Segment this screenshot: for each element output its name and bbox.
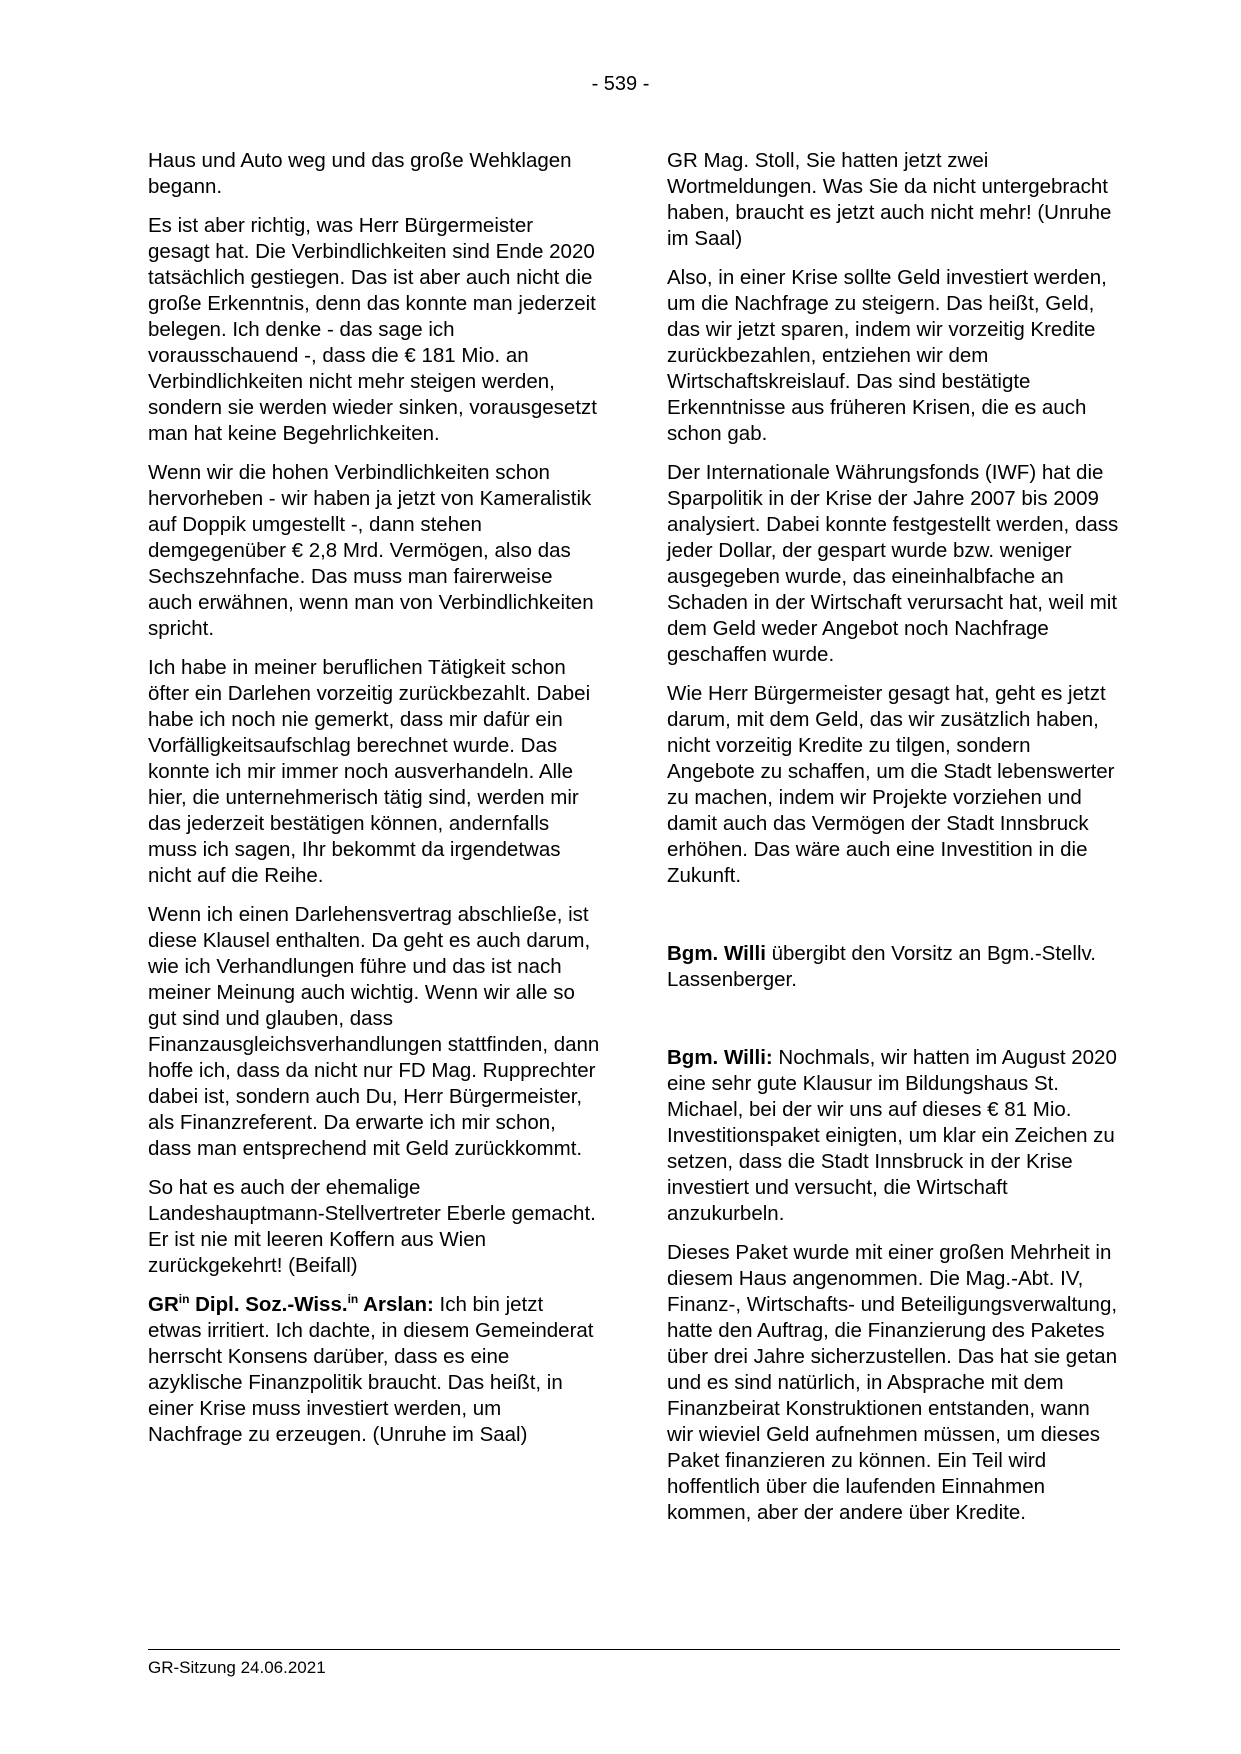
- speech-text: Ich bin jetzt etwas irritiert. Ich dachte, in diesem Gemeinderat herrscht Konsens darüber, dass es eine azyklische Finanzpolitik braucht. Das heißt, in einer Krise muss investiert werden, um Nachfrage zu erzeugen. (Unruhe im Saal): [148, 1293, 594, 1446]
- paragraph: Wie Herr Bürgermeister gesagt hat, geht es jetzt darum, mit dem Geld, das wir zusätzlich haben, nicht vorzeitig Kredite zu tilgen, sondern Angebote zu schaffen, um die Stadt lebenswerter zu machen, indem wir Projekte vorziehen und damit auch das Vermögen der Stadt Innsbruck erhöhen. Das wäre auch eine Investition in die Zukunft.: [667, 682, 1115, 887]
- footer-session-date: GR-Sitzung 24.06.2021: [148, 1658, 326, 1677]
- footer-divider: [148, 1649, 1120, 1650]
- paragraph-chair-handover: [667, 941, 1119, 993]
- speaker-name: Bgm. Willi: [667, 942, 766, 965]
- left-column: [148, 148, 600, 1461]
- paragraph: Es ist aber richtig, was Herr Bürgermeister gesagt hat. Die Verbindlichkeiten sind Ende 2020 tatsächlich gestiegen. Das ist aber auch nicht die große Erkenntnis, denn das konnte man jederzeit belegen. Ich denke - das sage ich vorausschauend -, dass die € 181 Mio. an Verbindlichkeiten nicht mehr steigen werden, sondern sie werden wieder sinken, vorausgesetzt man hat keine Begehrlichkeiten.: [148, 214, 597, 445]
- speech-text: übergibt den Vorsitz an Bgm.-Stellv. Lassenberger.: [667, 942, 1096, 991]
- paragraph: Der Internationale Währungsfonds (IWF) hat die Sparpolitik in der Krise der Jahre 2007 bis 2009 analysiert. Dabei konnte festgestellt werden, dass jeder Dollar, der gespart wurde bzw. weniger ausgegeben wurde, das eineinhalbfache an Schaden in der Wirtschaft verursacht hat, weil mit dem Geld weder Angebot noch Nachfrage geschaffen wurde.: [667, 461, 1119, 666]
- paragraph: Ich habe in meiner beruflichen Tätigkeit schon öfter ein Darlehen vorzeitig zurückbezahlt. Dabei habe ich noch nie gemerkt, dass mir dafür ein Vorfälligkeitsaufschlag berechnet wurde. Das konnte ich mir immer noch ausverhandeln. Alle hier, die unternehmerisch tätig sind, werden mir das jederzeit bestätigen können, andernfalls muss ich sagen, Ihr bekommt da irgendetwas nicht auf die Reihe.: [148, 656, 591, 887]
- paragraph-speaker-willi: [667, 1045, 1119, 1227]
- paragraph: GR Mag. Stoll, Sie hatten jetzt zwei Wortmeldungen. Was Sie da nicht untergebracht haben, braucht es jetzt auch nicht mehr! (Unruhe im Saal): [667, 149, 1112, 250]
- paragraph: Haus und Auto weg und das große Wehklagen begann.: [148, 149, 572, 198]
- speech-text: Nochmals, wir hatten im August 2020 eine sehr gute Klausur im Bildungshaus St. Michael, bei der wir uns auf dieses € 81 Mio. Investitionspaket einigten, um klar ein Zeichen zu setzen, dass die Stadt Innsbruck in der Krise investiert und versucht, die Wirtschaft anzukurbeln.: [667, 1046, 1117, 1225]
- paragraph: Wenn ich einen Darlehensvertrag abschließe, ist diese Klausel enthalten. Da geht es auch darum, wie ich Verhandlungen führe und das ist nach meiner Meinung auch wichtig. Wenn wir alle so gut sind und glauben, dass Finanzausgleichsverhandlungen stattfinden, dann hoffe ich, dass da nicht nur FD Mag. Rupprechter dabei ist, sondern auch Du, Herr Bürgermeister, als Finanzreferent. Da erwarte ich mir schon, dass man entsprechend mit Geld zurückkommt.: [148, 903, 600, 1160]
- speaker-name: Bgm. Willi:: [667, 1046, 773, 1069]
- paragraph: Wenn wir die hohen Verbindlichkeiten schon hervorheben - wir haben ja jetzt von Kameralistik auf Doppik umgestellt -, dann stehen demgegenüber € 2,8 Mrd. Vermögen, also das Sechszehnfache. Das muss man fairerweise auch erwähnen, wenn man von Verbindlichkeiten spricht.: [148, 461, 594, 640]
- paragraph: Dieses Paket wurde mit einer großen Mehrheit in diesem Haus angenommen. Die Mag.-Abt. IV, Finanz-, Wirtschafts- und Beteiligungsverwaltung, hatte den Auftrag, die Finanzierung des Paketes über drei Jahre sicherzustellen. Das hat sie getan und es sind natürlich, in Absprache mit dem Finanzbeirat Konstruktionen entstanden, wann wir wieviel Geld aufnehmen müssen, um dieses Paket finanzieren zu können. Ein Teil wird hoffentlich über die laufenden Einnahmen kommen, aber der andere über Kredite.: [667, 1241, 1118, 1524]
- paragraph: So hat es auch der ehemalige Landeshauptmann-Stellvertreter Eberle gemacht. Er ist nie mit leeren Koffern aus Wien zurückgekehrt! (Beifall): [148, 1176, 596, 1277]
- speaker-name: $GR^{in}$ Dipl. Soz.-Wiss.$^{in}$ Arslan:: [148, 1292, 434, 1316]
- page-number: - 539 -: [591, 73, 650, 95]
- paragraph: Also, in einer Krise sollte Geld investiert werden, um die Nachfrage zu steigern. Das heißt, Geld, das wir jetzt sparen, indem wir vorzeitig Kredite zurückbezahlen, entziehen wir dem Wirtschaftskreislauf. Das sind bestätigte Erkenntnisse aus früheren Krisen, die es auch schon gab.: [667, 266, 1107, 445]
- right-column: [667, 148, 1119, 1539]
- paragraph-speaker-arslan: [148, 1292, 600, 1448]
